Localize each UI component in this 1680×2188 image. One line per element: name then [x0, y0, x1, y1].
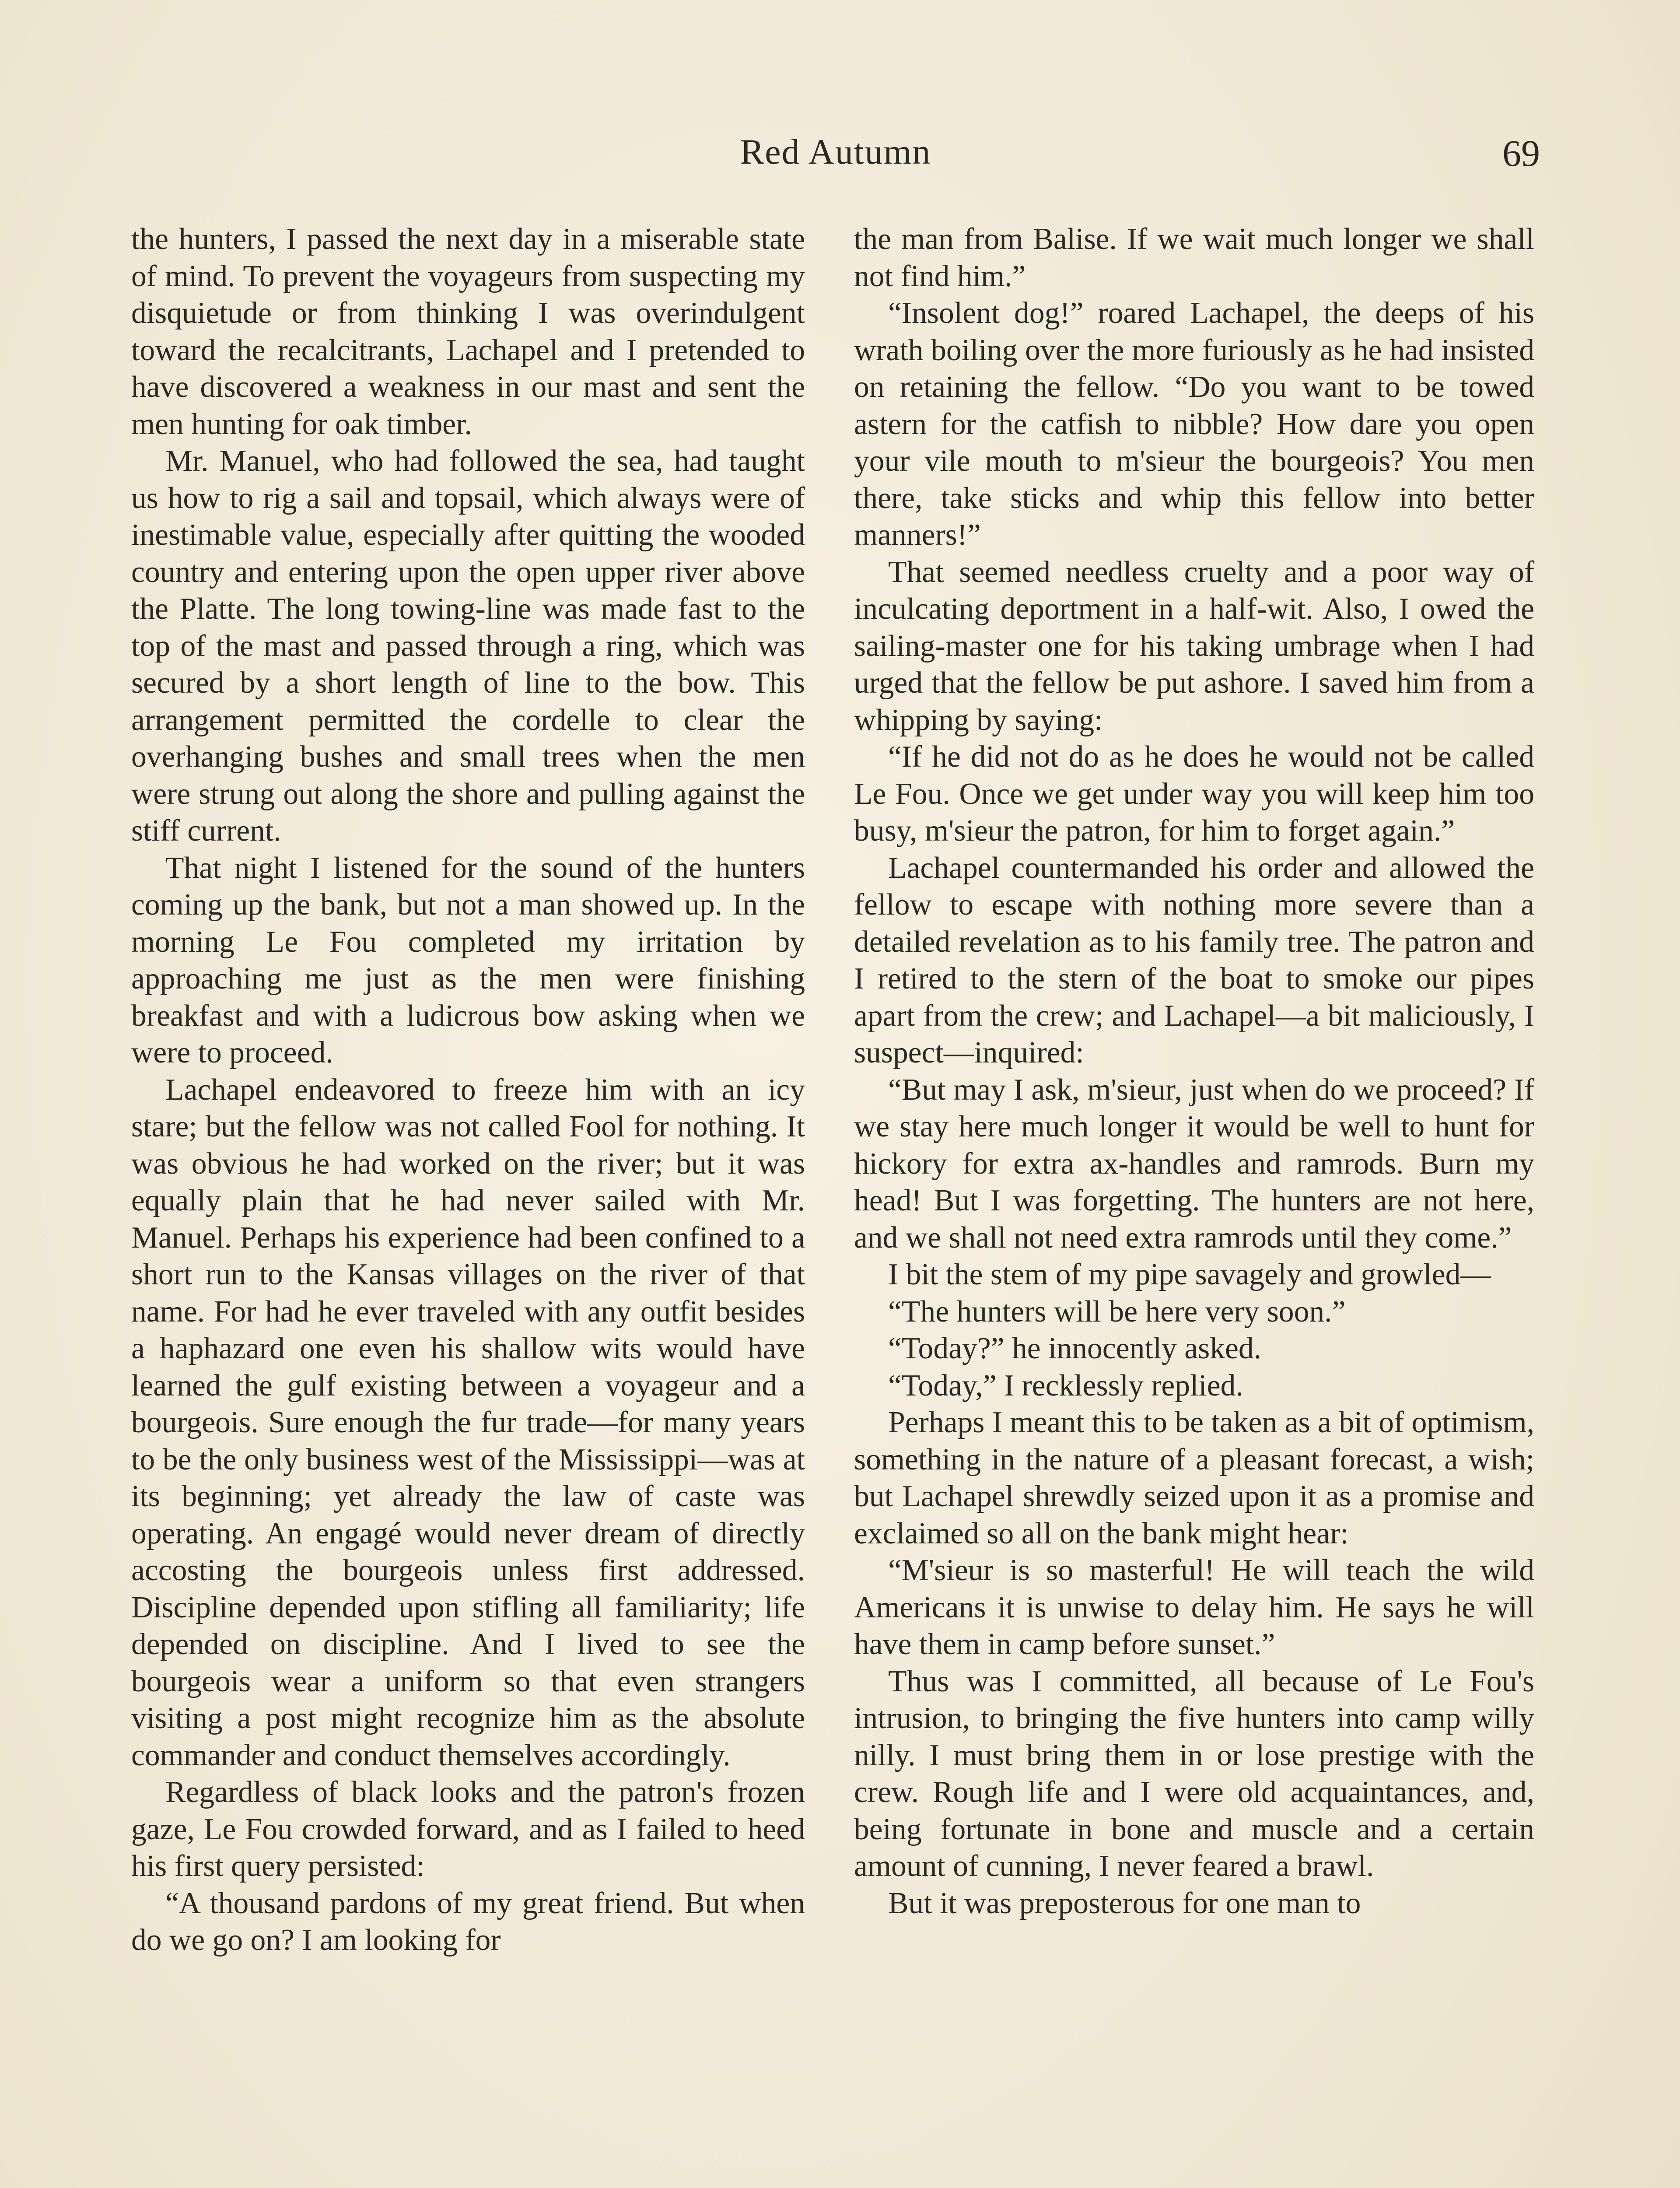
paragraph: “Today,” I recklessly replied.	[888, 1368, 1243, 1403]
paragraph: “If he did not do as he does he would not be called Le Fou. Once we get under way you will keep him too busy, m'sieur the patron, for him to forget again.”	[854, 740, 1534, 848]
paragraph: “But may I ask, m'sieur, just when do we proceed? If we stay here much longer it would be well to hunt for hickory for extra ax-handles and ramrods. Burn my head! But I was forgetting. The hunters are not here, and we shall not need extra ramrods until they come.”	[854, 1073, 1534, 1255]
page-number: 69	[1502, 132, 1540, 174]
paragraph: the hunters, I passed the next day in a miserable state of mind. To prevent the voyageurs from suspecting my disquietude or from thinking I was overindulgent toward the recalcitrants, Lachapel and I pretended to have discovered a weakness in our mast and sent the men hunting for oak timber.	[131, 222, 805, 441]
paragraph: Thus was I committed, all because of Le Fou's intrusion, to bringing the five hunters into camp willy nilly. I must bring them in or lose prestige with the crew. Rough life and I were old acquaintances, and, being fortunate in bone and muscle and a certain amount of cunning, I never feared a brawl.	[854, 1664, 1534, 1883]
paragraph: “The hunters will be here very soon.”	[888, 1294, 1346, 1329]
paragraph: “Insolent dog!” roared Lachapel, the deeps of his wrath boiling over the more furiously as he had insisted on retaining the fellow. “Do you want to be towed astern for the catfish to nibble? How dare you open your vile mouth to m'sieur the bourgeois? You men there, take sticks and whip this fellow into better manners!”	[854, 296, 1534, 552]
page-title: Red Autumn	[740, 132, 931, 172]
paragraph: Mr. Manuel, who had followed the sea, had taught us how to rig a sail and topsail, which always were of inestimable value, especially after quitting the wooded country and entering upon the open upper river above the Platte. The long towing-line was made fast to the top of the mast and passed through a ring, which was secured by a short length of line to the bow. This arrangement permitted the cordelle to clear the overhanging bushes and small trees when the men were strung out along the shore and pulling against the stiff current.	[131, 444, 805, 848]
paragraph: Regardless of black looks and the patron's frozen gaze, Le Fou crowded forward, and as I failed to heed his first query persisted:	[131, 1775, 805, 1883]
paragraph: That night I listened for the sound of the hunters coming up the bank, but not a man showed up. In the morning Le Fou completed my irritation by approaching me just as the men were finishing breakfast and with a ludicrous bow asking when we were to proceed.	[131, 851, 805, 1069]
paragraph: “M'sieur is so masterful! He will teach the wild Americans it is unwise to delay him. He says he will have them in camp before sunset.”	[854, 1553, 1534, 1661]
paragraph: Lachapel countermanded his order and allowed the fellow to escape with nothing more severe than a detailed revelation as to his family tree. The patron and I retired to the stern of the boat to smoke our pipes apart from the crew; and Lachapel—a bit maliciously, I suspect—inquired:	[854, 851, 1534, 1069]
paragraph: Lachapel endeavored to freeze him with an icy stare; but the fellow was not called Fool for nothing. It was obvious he had worked on the river; but it was equally plain that he had never sailed with Mr. Manuel. Perhaps his experience had been confined to a short run to the Kansas villages on the river of that name. For had he ever traveled with any outfit besides a haphazard one even his shallow wits would have learned the gulf existing between a voyageur and a bourgeois. Sure enough the fur trade—for many years to be the only business west of the Mississippi—was at its beginning; yet already the law of caste was operating. An engagé would never dream of directly accosting the bourgeois unless first addressed. Discipline depended upon stifling all familiarity; life depended on discipline. And I lived to see the bourgeois wear a uniform so that even strangers visiting a post might recognize him as the absolute commander and conduct themselves accordingly.	[131, 1073, 805, 1772]
paragraph: But it was preposterous for one man to	[888, 1886, 1361, 1920]
paragraph: That seemed needless cruelty and a poor way of inculcating deportment in a half-wit. Also, I owed the sailing-master one for his taking umbrage when I had urged that the fellow be put ashore. I saved him from a whipping by saying:	[854, 555, 1534, 737]
paragraph: “A thousand pardons of my great friend. But when do we go on? I am looking for	[131, 1886, 805, 1957]
paragraph: I bit the stem of my pipe savagely and growled—	[888, 1258, 1491, 1291]
paragraph: Perhaps I meant this to be taken as a bit of optimism, something in the nature of a pleasant forecast, a wish; but Lachapel shrewdly seized upon it as a promise and exclaimed so all on the bank might hear:	[854, 1406, 1534, 1550]
left-column	[131, 221, 805, 1959]
paragraph: “Today?” he innocently asked.	[888, 1332, 1262, 1365]
running-head	[131, 131, 1540, 179]
right-column	[854, 221, 1534, 1922]
paragraph: the man from Balise. If we wait much longer we shall not find him.”	[854, 222, 1534, 293]
